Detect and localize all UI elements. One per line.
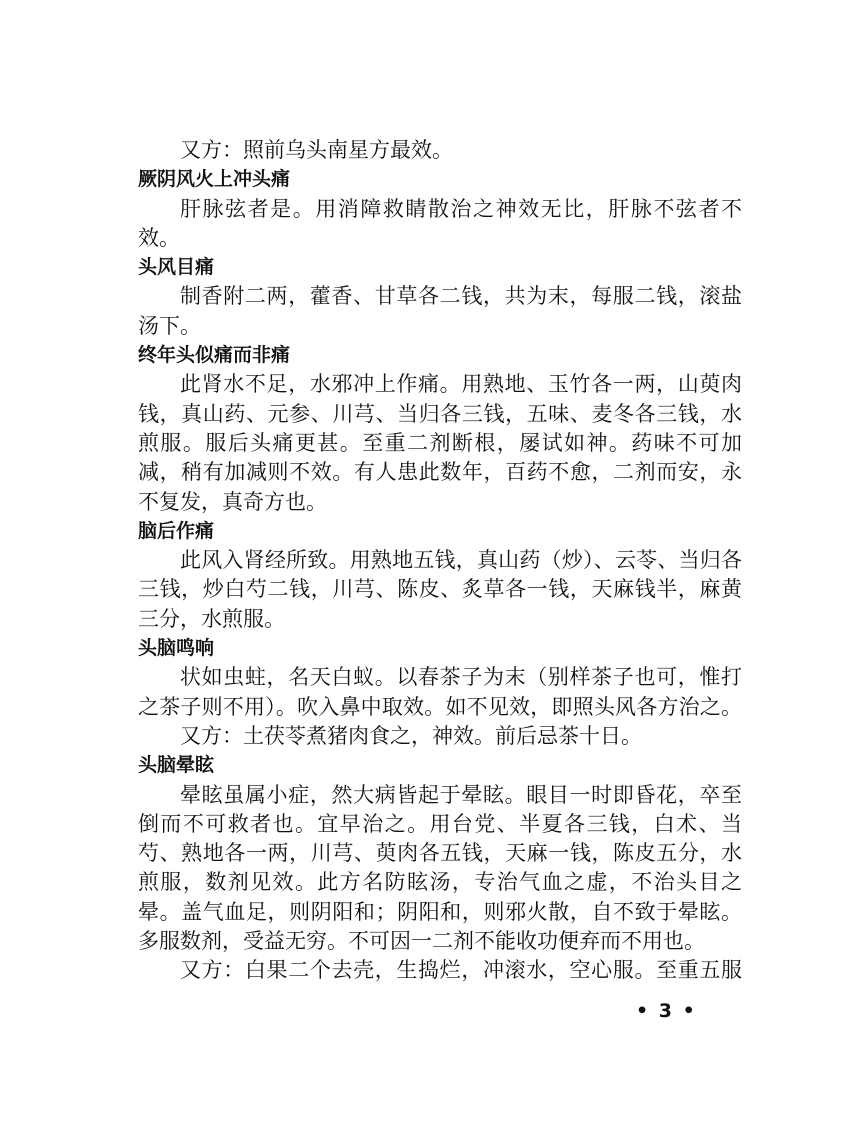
text-line: 此风入肾经所致。用熟地五钱，真山药（炒）、云苓、当归各 <box>180 548 742 573</box>
section-heading: 厥阴风火上冲头痛 <box>138 168 291 191</box>
text-line: 三分，水煎服。 <box>138 606 285 631</box>
section-heading: 头脑晕眩 <box>138 754 215 777</box>
text-line: 又方：白果二个去壳，生捣烂，冲滚水，空心服。至重五服 <box>180 958 742 983</box>
text-line: 钱，真山药、元参、川芎、当归各三钱，五味、麦冬各三钱，水 <box>138 401 742 426</box>
section-heading: 头风目痛 <box>138 256 215 279</box>
text-line: 制香附二两，藿香、甘草各二钱，共为末，每服二钱，滚盐 <box>180 284 742 309</box>
text-line: 之茶子则不用）。吹入鼻中取效。如不见效，即照头风各方治之。 <box>138 694 742 719</box>
text-line: 减，稍有加减则不效。有人患此数年，百药不愈，二剂而安，永 <box>138 460 742 485</box>
text-line: 不复发，真奇方也。 <box>138 489 327 514</box>
text-line: 三钱，炒白芍二钱，川芎、陈皮、炙草各一钱，天麻钱半，麻黄 <box>138 577 742 602</box>
section-heading: 脑后作痛 <box>138 519 215 542</box>
text-line: 肝脉弦者是。用消障救睛散治之神效无比，肝脉不弦者不 <box>180 196 742 221</box>
page-body <box>138 136 742 986</box>
text-line: 煎服。服后头痛更甚。至重二剂断根，屡试如神。药味不可加 <box>138 430 742 455</box>
page-number: • 3 • <box>636 1000 697 1022</box>
text-line: 倒而不可救者也。宜早治之。用台党、半夏各三钱，白术、当 <box>138 811 742 836</box>
text-line: 晕。盖气血足，则阴阳和；阴阳和，则邪火散，自不致于晕眩。 <box>138 899 742 924</box>
section-heading: 终年头似痛而非痛 <box>138 344 291 367</box>
text-line: 晕眩虽属小症，然大病皆起于晕眩。眼目一时即昏花，卒至 <box>180 782 742 807</box>
text-line: 多服数剂，受益无穷。不可因一二剂不能收功便弃而不用也。 <box>138 929 705 954</box>
text-line: 效。 <box>138 225 180 250</box>
section-heading: 头脑鸣响 <box>138 637 215 660</box>
text-line: 又方：土茯苓煮猪肉食之，神效。前后忌茶十日。 <box>180 723 642 748</box>
text-line: 煎服，数剂见效。此方名防眩汤，专治气血之虚，不治头目之 <box>138 870 742 895</box>
text-line: 又方：照前乌头南星方最效。 <box>180 138 453 162</box>
text-line: 芍、熟地各一两，川芎、萸肉各五钱，天麻一钱，陈皮五分，水 <box>138 841 742 866</box>
text-line: 汤下。 <box>138 313 201 338</box>
text-line: 状如虫蛀，名天白蚁。以春茶子为末（别样茶子也可，惟打 <box>180 665 742 690</box>
text-line: 此肾水不足，水邪冲上作痛。用熟地、玉竹各一两，山萸肉 <box>180 372 742 397</box>
